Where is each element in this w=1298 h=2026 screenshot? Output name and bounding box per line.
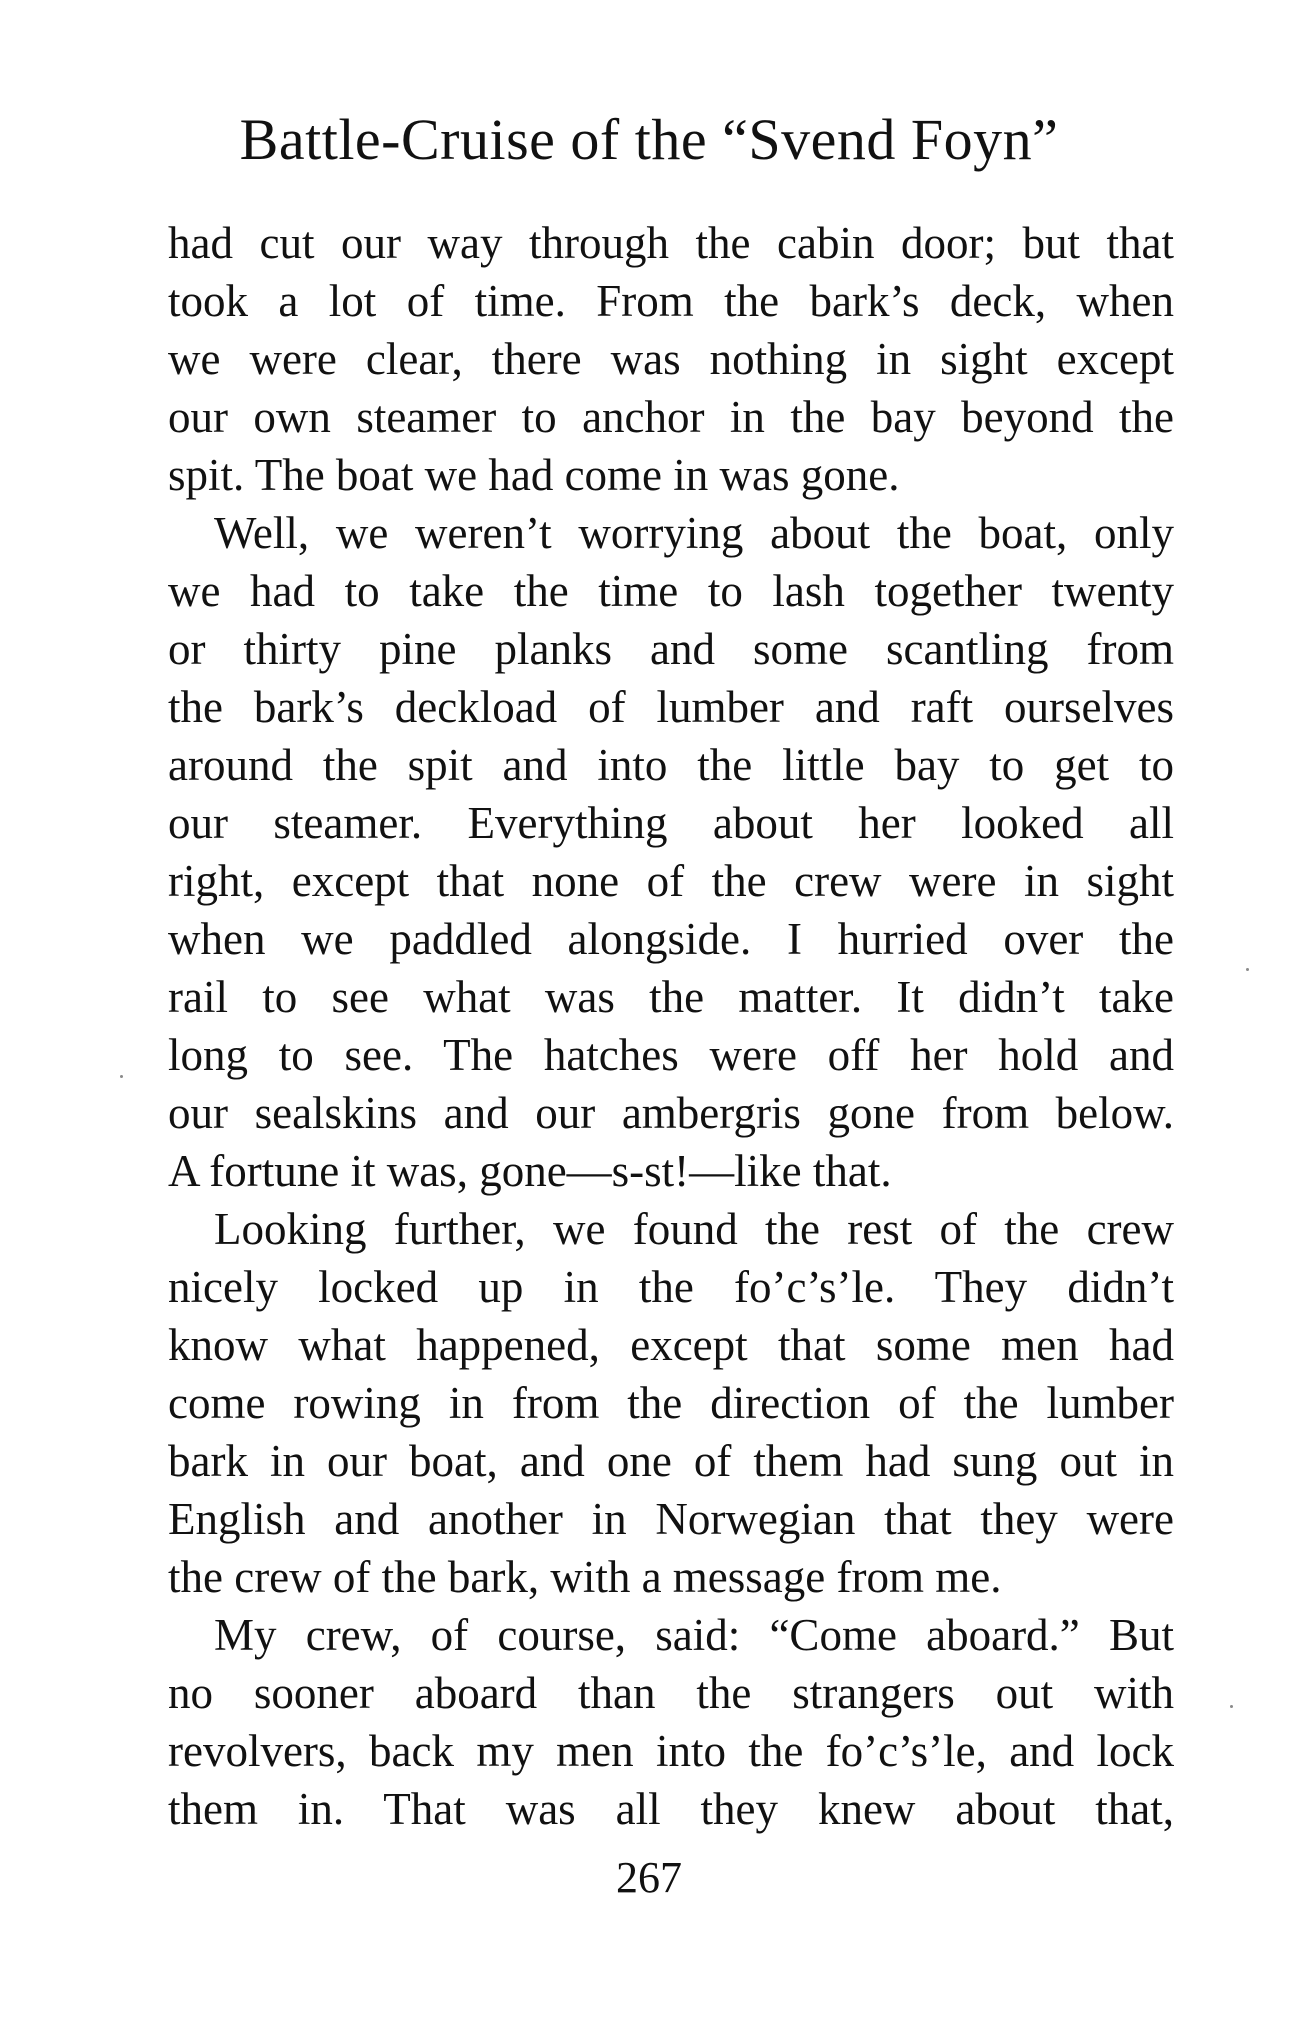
text-line: English and another in Norwegian that they were — [168, 1494, 1174, 1544]
text-line: Looking further, we found the rest of the crew — [214, 1204, 1174, 1254]
text-line: when we paddled alongside. I hurried over the — [168, 914, 1174, 964]
text-line: we had to take the time to lash together twenty — [168, 566, 1174, 616]
text-line: or thirty pine planks and some scantling from — [168, 624, 1174, 674]
text-line: nicely locked up in the fo’c’s’le. They didn’t — [168, 1262, 1174, 1312]
paper-speck — [1230, 1705, 1233, 1708]
text-line: the bark’s deckload of lumber and raft ourselves — [168, 682, 1174, 732]
text-line: had cut our way through the cabin door; but that — [168, 218, 1174, 268]
paragraph — [168, 504, 1174, 1200]
text-line: no sooner aboard than the strangers out with — [168, 1668, 1174, 1718]
text-line: our own steamer to anchor in the bay beyond the — [168, 392, 1174, 442]
text-line: long to see. The hatches were off her hold and — [168, 1030, 1174, 1080]
text-line: know what happened, except that some men had — [168, 1320, 1174, 1370]
paragraph — [168, 214, 1174, 504]
text-line: our sealskins and our ambergris gone from below. — [168, 1088, 1174, 1138]
text-line: we were clear, there was nothing in sight except — [168, 334, 1174, 384]
text-line: Well, we weren’t worrying about the boat, only — [214, 508, 1174, 558]
paper-speck — [1246, 968, 1249, 971]
text-line: them in. That was all they knew about that, — [168, 1784, 1174, 1834]
text-line: around the spit and into the little bay to get to — [168, 740, 1174, 790]
text-line: our steamer. Everything about her looked all — [168, 798, 1174, 848]
text-line: took a lot of time. From the bark’s deck, when — [168, 276, 1174, 326]
text-line: My crew, of course, said: “Come aboard.” But — [214, 1610, 1174, 1660]
body-text — [168, 214, 1174, 1838]
text-line: the crew of the bark, with a message from me. — [168, 1552, 1002, 1602]
text-line: right, except that none of the crew were in sight — [168, 856, 1174, 906]
text-line: spit. The boat we had come in was gone. — [168, 450, 900, 500]
running-head: Battle-Cruise of the “Svend Foyn” — [239, 107, 1059, 172]
page-number: 267 — [616, 1853, 682, 1902]
text-line: bark in our boat, and one of them had sung out in — [168, 1436, 1174, 1486]
text-line: revolvers, back my men into the fo’c’s’le, and lock — [168, 1726, 1174, 1776]
text-line: rail to see what was the matter. It didn’t take — [168, 972, 1174, 1022]
paper-speck — [120, 1075, 123, 1078]
text-line: A fortune it was, gone—s-st!—like that. — [168, 1146, 892, 1196]
text-line: come rowing in from the direction of the lumber — [168, 1378, 1174, 1428]
paragraph — [168, 1200, 1174, 1606]
paragraph — [168, 1606, 1174, 1838]
